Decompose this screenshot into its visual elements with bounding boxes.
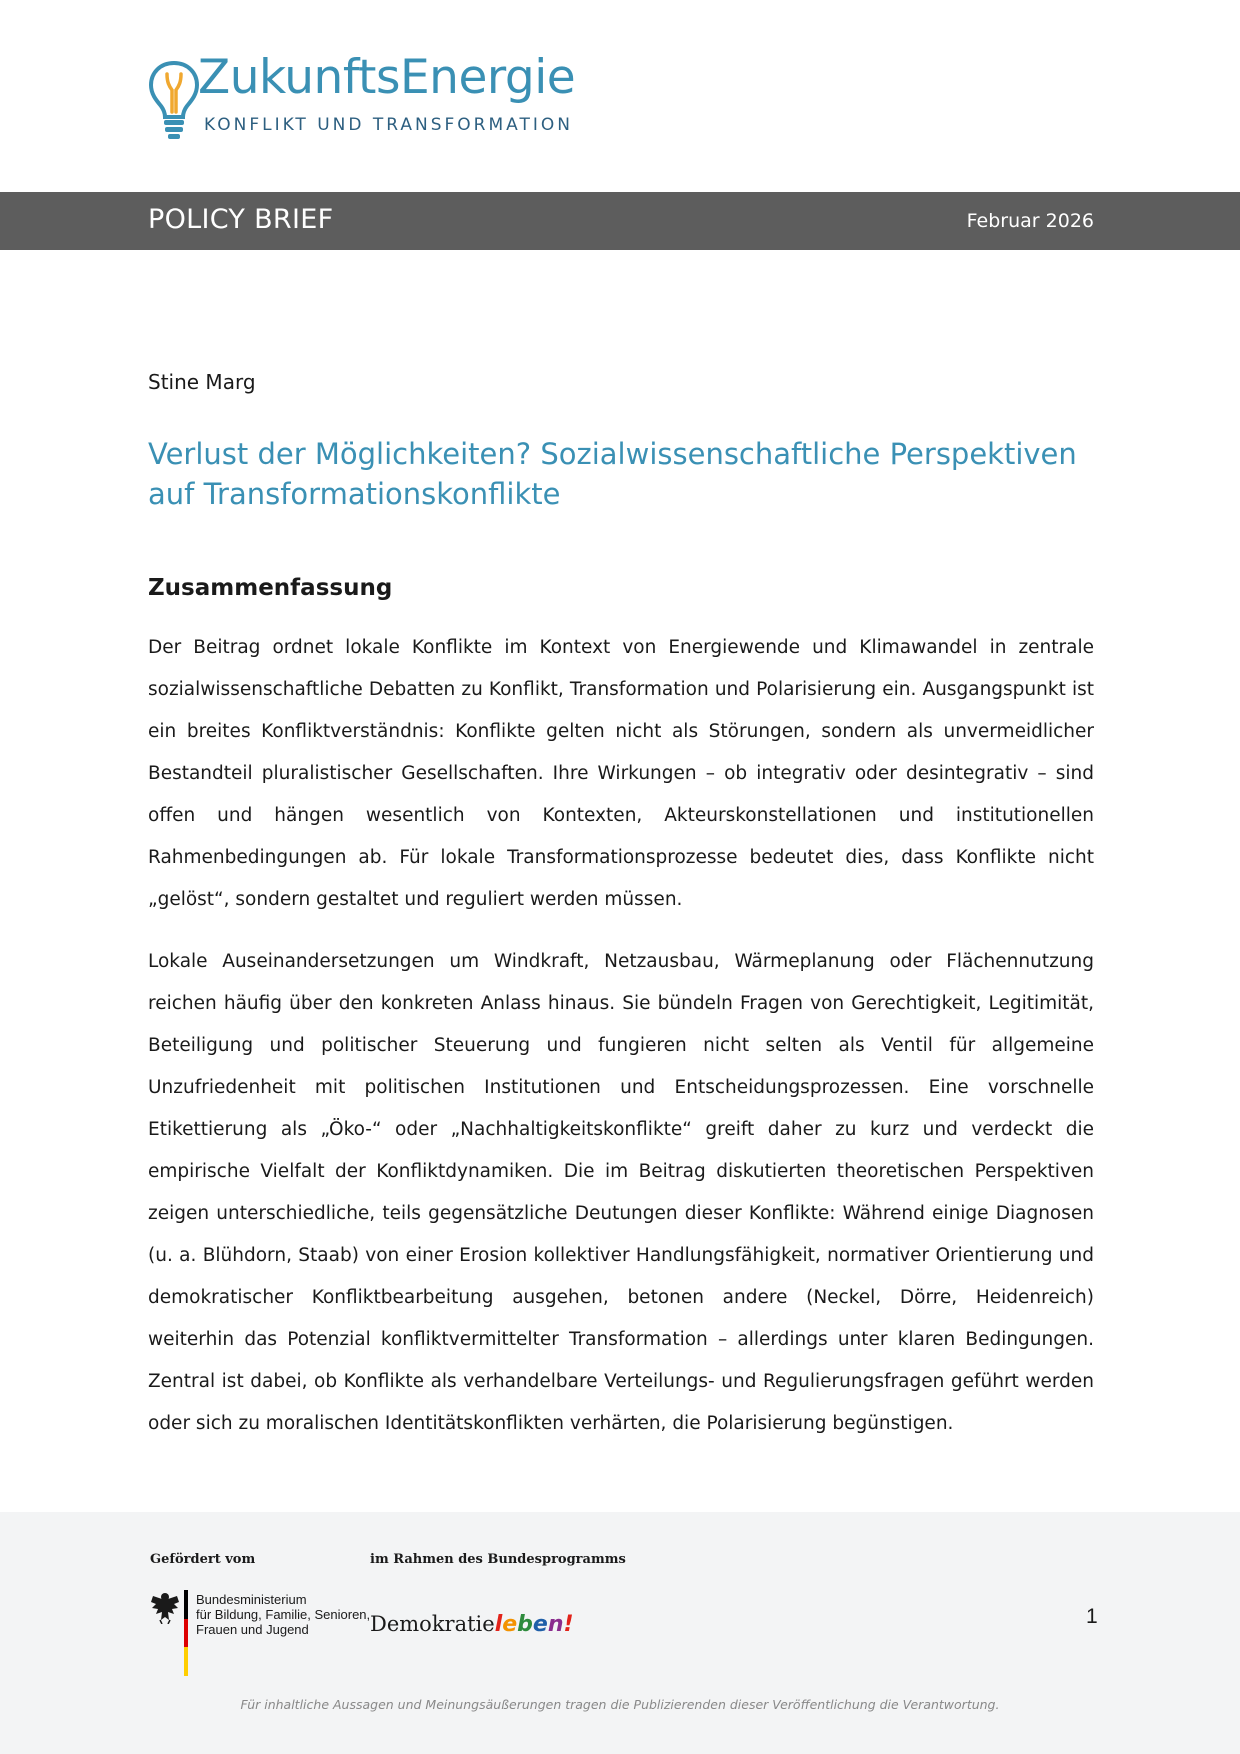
program-highlight xyxy=(494,1612,574,1637)
program-highlight-letter: e xyxy=(532,1612,548,1637)
logo-tagline: KONFLIKT UND TRANSFORMATION xyxy=(204,115,573,135)
program-highlight-letter: n xyxy=(547,1612,564,1637)
disclaimer: Für inhaltliche Aussagen und Meinungsäußerungen tragen die Publizierenden dieser Veröffentlichung die Verantwortung. xyxy=(240,1697,1000,1712)
logo-wordmark: ZukunftsEnergie xyxy=(198,50,576,105)
program-highlight-letter: e xyxy=(502,1612,518,1637)
ministry-logo xyxy=(150,1590,371,1680)
ministry-name xyxy=(196,1592,371,1637)
author-name: Stine Marg xyxy=(148,370,256,394)
lightbulb-icon xyxy=(148,60,200,140)
program-highlight-letter: l xyxy=(494,1612,503,1637)
document-title: Verlust der Möglichkeiten? Sozialwissenschaftliche Perspektiven auf Transformationskonflikte xyxy=(148,437,1077,511)
ministry-line: für Bildung, Familie, Senioren, xyxy=(196,1607,371,1622)
summary-heading: Zusammenfassung xyxy=(148,575,393,601)
demokratie-leben-logo xyxy=(370,1612,574,1637)
program-highlight-letter: ! xyxy=(563,1612,574,1637)
funded-by-label: Gefördert vom xyxy=(150,1552,256,1567)
page-number: 1 xyxy=(1086,1605,1098,1628)
footer xyxy=(0,1512,1240,1754)
federal-eagle-icon xyxy=(150,1590,180,1624)
ministry-line: Bundesministerium xyxy=(196,1592,307,1607)
ministry-line: Frauen und Jugend xyxy=(196,1622,309,1637)
summary-paragraph: Der Beitrag ordnet lokale Konflikte im Kontext von Energiewende und Klimawandel in zentrale sozialwissenschaftliche Debatten zu Konflikt, Transformation und Polarisierung ein. Ausgangspunkt ist ein breites Konfliktverständnis: Konflikte gelten nicht als Störungen, sondern als unvermeidlicher Bestandteil pluralistischer Gesellschaften. Ihre Wirkungen – ob integrativ oder desintegrativ – sind offen und hängen wesentlich von Kontexten, Akteurskonstellationen und institutionellen Rahmenbedingungen ab. Für lokale Transformationsprozesse bedeutet dies, dass Konflikte nicht „gelöst“, sondern gestaltet und reguliert werden müssen. xyxy=(148,637,1094,910)
header-banner xyxy=(0,192,1240,250)
program-label: im Rahmen des Bundesprogramms xyxy=(370,1552,626,1567)
summary-paragraph: Lokale Auseinandersetzungen um Windkraft, Netzausbau, Wärmeplanung oder Flächennutzung reichen häufig über den konkreten Anlass hinaus. Sie bündeln Fragen von Gerechtigkeit, Legitimität, Beteiligung und politischer Steuerung und fungieren nicht selten als Ventil für allgemeine Unzufriedenheit mit politischen Institutionen und Entscheidungsprozessen. Eine vorschnelle Etikettierung als „Öko-“ oder „Nachhaltigkeitskonflikte“ greift daher zu kurz und verdeckt die empirische Vielfalt der Konfliktdynamiken. Die im Beitrag diskutierten theoretischen Perspektiven zeigen unterschiedliche, teils gegensätzliche Deutungen dieser Konflikte: Während einige Diagnosen (u. a. Blühdorn, Staab) von einer Erosion kollektiver Handlungsfähigkeit, normativer Orientierung und demokratischer Konfliktbearbeitung ausgehen, betonen andere (Neckel, Dörre, Heidenreich) weiterhin das Potenzial konfliktvermittelter Transformation – allerdings unter klaren Bedingungen. Zentral ist dabei, ob Konflikte als verhandelbare Verteilungs- und Regulierungsfragen geführt werden oder sich zu moralischen Identitätskonflikten verhärten, die Polarisierung begünstigen. xyxy=(148,951,1094,1434)
logo xyxy=(148,50,608,143)
program-highlight-letter: b xyxy=(517,1612,533,1637)
program-word: Demokratie xyxy=(370,1612,495,1636)
summary-body xyxy=(148,627,1094,1465)
document-type: POLICY BRIEF xyxy=(148,204,334,235)
flag-stripe xyxy=(184,1590,188,1676)
publication-date: Februar 2026 xyxy=(966,210,1094,232)
